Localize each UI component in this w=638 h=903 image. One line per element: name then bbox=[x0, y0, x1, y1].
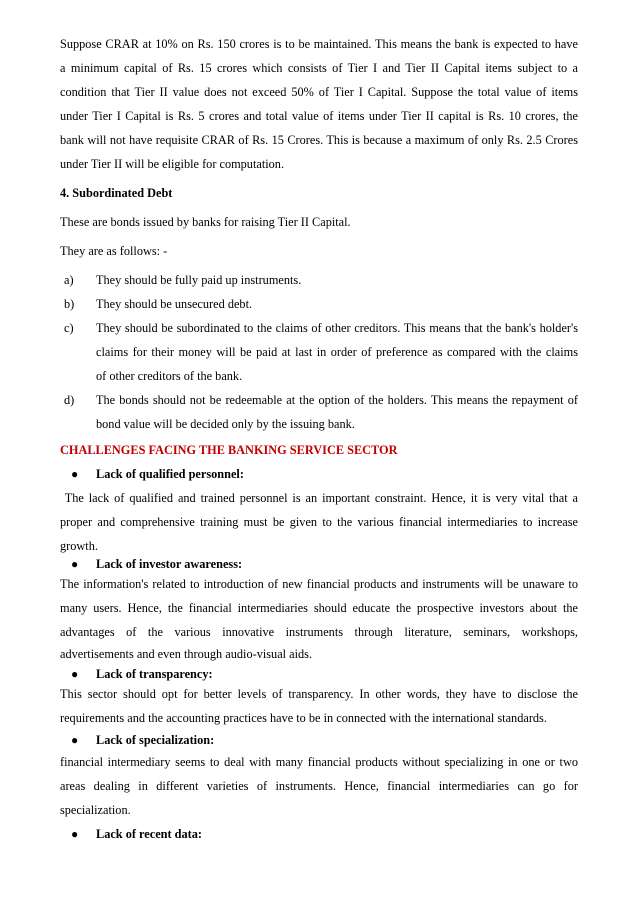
list-marker: d) bbox=[64, 393, 75, 407]
list-marker: c) bbox=[64, 321, 74, 335]
bullet-body-line: many users. Hence, the financial intermediaries should educate the prospective investors about the bbox=[60, 601, 578, 615]
bullet-body-line: The lack of qualified and trained personnel is an important constraint. Hence, it is very vital that a bbox=[60, 491, 578, 505]
list-marker: a) bbox=[64, 273, 74, 287]
challenges-heading: CHALLENGES FACING THE BANKING SERVICE SECTOR bbox=[60, 443, 398, 457]
list-item-text: They should be subordinated to the claims of other creditors. This means that the bank's holder's bbox=[96, 321, 578, 335]
section-heading: 4. Subordinated Debt bbox=[60, 186, 173, 200]
intro-line: condition that Tier II value does not exceed 50% of Tier I Capital. Suppose the total value of items bbox=[60, 85, 578, 99]
intro-line: under Tier II will be eligible for computation. bbox=[60, 157, 285, 171]
list-item-text: claims for their money will be paid at last in order of preference as compared with the claims bbox=[96, 345, 578, 359]
bullet-body-line: specialization. bbox=[60, 803, 131, 817]
bullet-body-line: areas dealing in different varieties of instruments. Hence, financial intermediaries can go for bbox=[60, 779, 578, 793]
list-item-text: The bonds should not be redeemable at the option of the holders. This means the repayment of bbox=[96, 393, 578, 407]
section-text: They are as follows: - bbox=[60, 244, 168, 258]
bullet-body-line: This sector should opt for better levels of transparency. In other words, they have to disclose the bbox=[60, 687, 578, 701]
bullet-title: Lack of recent data: bbox=[96, 827, 202, 841]
bullet-icon: ● bbox=[71, 827, 79, 841]
bullet-title: Lack of transparency: bbox=[96, 667, 213, 681]
list-marker: b) bbox=[64, 297, 75, 311]
section-text: These are bonds issued by banks for raising Tier II Capital. bbox=[60, 215, 351, 229]
intro-line: under Tier I Capital is Rs. 5 crores and total value of items under Tier II capital is Rs. 10 crores, the bbox=[60, 109, 578, 123]
bullet-body-line: growth. bbox=[60, 539, 98, 553]
bullet-icon: ● bbox=[71, 667, 79, 681]
intro-line: a minimum capital of Rs. 15 crores which consists of Tier I and Tier II Capital items subject to a bbox=[60, 61, 578, 75]
list-item-text: bond value will be decided only by the issuing bank. bbox=[96, 417, 355, 431]
bullet-body-line: requirements and the accounting practices have to be in connected with the international standards. bbox=[60, 711, 547, 725]
intro-line: bank will not have requisite CRAR of Rs. 15 Crores. This is because a maximum of only Rs. 2.5 Crores bbox=[60, 133, 578, 147]
bullet-body-line: advantages of the various innovative instruments through literature, seminars, workshops, bbox=[60, 625, 578, 639]
bullet-body-line: advertisements and even through audio-visual aids. bbox=[60, 647, 313, 661]
list-item-text: They should be unsecured debt. bbox=[96, 297, 253, 311]
bullet-title: Lack of qualified personnel: bbox=[96, 467, 244, 481]
bullet-title: Lack of specialization: bbox=[96, 733, 215, 747]
intro-line: Suppose CRAR at 10% on Rs. 150 crores is to be maintained. This means the bank is expected to have bbox=[60, 37, 578, 51]
list-item-text: of other creditors of the bank. bbox=[96, 369, 243, 383]
bullet-body-line: proper and comprehensive training must be given to the various financial intermediaries to increase bbox=[60, 515, 578, 529]
bullet-icon: ● bbox=[71, 557, 79, 571]
bullet-body-line: The information's related to introduction of new financial products and instruments will be unaware to bbox=[60, 577, 578, 591]
bullet-icon: ● bbox=[71, 733, 79, 747]
bullet-icon: ● bbox=[71, 467, 79, 481]
list-item-text: They should be fully paid up instruments. bbox=[96, 273, 302, 287]
bullet-title: Lack of investor awareness: bbox=[96, 557, 243, 571]
bullet-body-line: financial intermediary seems to deal with many financial products without specializing in one or two bbox=[60, 755, 578, 769]
